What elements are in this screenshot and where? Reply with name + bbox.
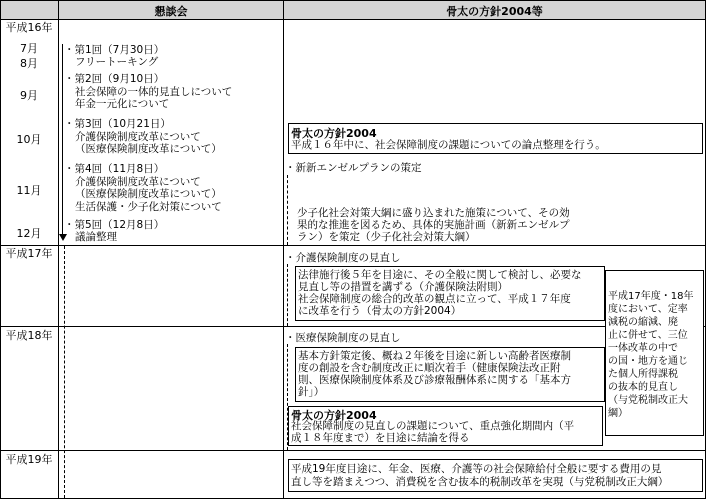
kaigo-box xyxy=(295,266,605,321)
meeting-3-line: 介護保険制度改革について xyxy=(75,131,201,143)
honebuto-2004-box-bottom xyxy=(288,406,603,446)
honebuto-2004-box-top xyxy=(288,123,703,154)
tax-reform-line: 度において、定率 xyxy=(608,304,688,315)
angel-plan-line: ラン）を策定（少子化社会対策大綱） xyxy=(297,231,476,243)
kaigo-line: に改革を行う（骨太の方針2004） xyxy=(298,305,462,317)
h19-reform-box xyxy=(288,459,703,492)
angel-plan-heading: ・新新エンゼルプランの策定 xyxy=(285,162,422,174)
meeting-col-dashed-line xyxy=(64,246,65,498)
meeting-4-line: 生活保護・少子化対策について xyxy=(75,201,222,213)
angel-plan-box xyxy=(295,205,604,245)
col-divider-2 xyxy=(283,0,284,499)
kaigo-dashed-line xyxy=(287,264,288,326)
year-h16: 平成16年 xyxy=(5,21,53,34)
tax-reform-line: た個人所得課税 xyxy=(608,369,678,380)
row-divider-h19 xyxy=(0,450,706,451)
header-bottom-border xyxy=(0,19,706,20)
meeting-2-title: ・第2回（9月10日） xyxy=(64,73,165,85)
meeting-4-line: （医療保険制度改革について） xyxy=(75,188,222,200)
honebuto-2004-title: 骨太の方針2004 xyxy=(291,127,377,140)
meeting-3-title: ・第3回（10月21日） xyxy=(64,118,171,130)
tax-reform-line: 綱） xyxy=(608,408,628,419)
kaigo-line: 見直し等の措置を講ずる（介護保険法附則） xyxy=(298,281,508,293)
timeline-arrow-head xyxy=(59,234,67,241)
meeting-2-line: 年金一元化について xyxy=(75,98,170,110)
iryo-box xyxy=(295,347,605,402)
year-h17: 平成17年 xyxy=(5,247,53,260)
tax-reform-line: 減税の縮減、廃 xyxy=(608,317,678,328)
tax-reform-line: 一体改革の中で xyxy=(608,343,678,354)
honebuto-2004-line: 社会保障制度の見直しの課題について、重点強化期間内（平 xyxy=(291,420,575,432)
header-meeting-label: 懇談会 xyxy=(154,5,188,18)
row-divider-h18 xyxy=(0,326,706,327)
month-11: 11月 xyxy=(16,184,42,197)
year-h18: 平成18年 xyxy=(5,329,53,342)
tax-reform-line: 止に併せて、三位 xyxy=(608,330,688,341)
tax-reform-line: 平成17年度・18年 xyxy=(608,291,694,302)
meeting-4-line: 介護保険制度改革について xyxy=(75,176,201,188)
year-h19: 平成19年 xyxy=(5,453,53,466)
month-9: 9月 xyxy=(20,89,38,102)
honebuto-2004-text: 平成１６年中に、社会保障制度の課題についての論点整理を行う。 xyxy=(291,139,606,151)
col-divider-1 xyxy=(58,0,59,499)
kaigo-line: 社会保障制度の総合的改革の観点に立って、平成１７年度 xyxy=(298,293,571,305)
tax-reform-line: の抜本的見直し xyxy=(608,382,678,393)
iryo-line: 基本方針策定後、概ね２年後を目途に新しい高齢者医療制 xyxy=(298,350,571,362)
angel-dashed-line xyxy=(287,175,288,245)
honebuto-2004-line: 成１８年度まで）を目途に結論を得る xyxy=(291,432,470,444)
kaigo-heading: ・介護保険制度の見直し xyxy=(285,252,401,264)
meeting-1-line: フリートーキング xyxy=(75,56,159,68)
month-12: 12月 xyxy=(16,227,42,240)
timeline-arrow-line xyxy=(62,44,63,234)
kaigo-line: 法律施行後５年を目途に、その全般に関して検討し、必要な xyxy=(298,269,582,281)
tax-reform-box xyxy=(605,270,704,436)
meeting-5-line: 議論整理 xyxy=(75,231,117,243)
iryo-line: 則、医療保険制度体系及び診療報酬体系に関する「基本方 xyxy=(298,374,571,386)
tax-reform-line: （与党税制改正大 xyxy=(608,395,688,406)
meeting-1-title: ・第1回（7月30日） xyxy=(64,44,165,56)
month-8: 8月 xyxy=(20,57,38,70)
tax-reform-line: の国・地方を通じ xyxy=(608,356,688,367)
meeting-4-title: ・第4回（11月8日） xyxy=(64,163,165,175)
row-divider-h17 xyxy=(0,245,706,246)
iryo-line: 度の創設を含む制度改正に順次着手（健康保険法改正附 xyxy=(298,362,561,374)
honebuto-2004-title: 骨太の方針2004 xyxy=(291,409,377,422)
month-10: 10月 xyxy=(16,133,42,146)
month-7: 7月 xyxy=(20,42,38,55)
header-cell-year xyxy=(1,1,58,19)
iryo-heading: ・医療保険制度の見直し xyxy=(285,332,401,344)
angel-plan-line: 果的な推進を図るため、具体的実施計画（新新エンゼルプ xyxy=(297,219,570,231)
h19-reform-line: 平成19年度目途に、年金、医療、介護等の社会保障給付全般に要する費用の見 xyxy=(291,463,662,475)
meeting-5-title: ・第5回（12月8日） xyxy=(64,219,165,231)
iryo-line: 針」） xyxy=(298,386,325,398)
h19-reform-line: 直し等を踏まえつつ、消費税を含む抜本的税制改革を実現（与党税制改正大綱） xyxy=(291,476,669,488)
angel-plan-line: 少子化社会対策大綱に盛り込まれた施策について、その効 xyxy=(297,207,570,219)
meeting-3-line: （医療保険制度改革について） xyxy=(75,143,222,155)
header-policy-label: 骨太の方針2004等 xyxy=(446,5,543,18)
meeting-2-line: 社会保障の一体的見直しについて xyxy=(75,86,233,98)
